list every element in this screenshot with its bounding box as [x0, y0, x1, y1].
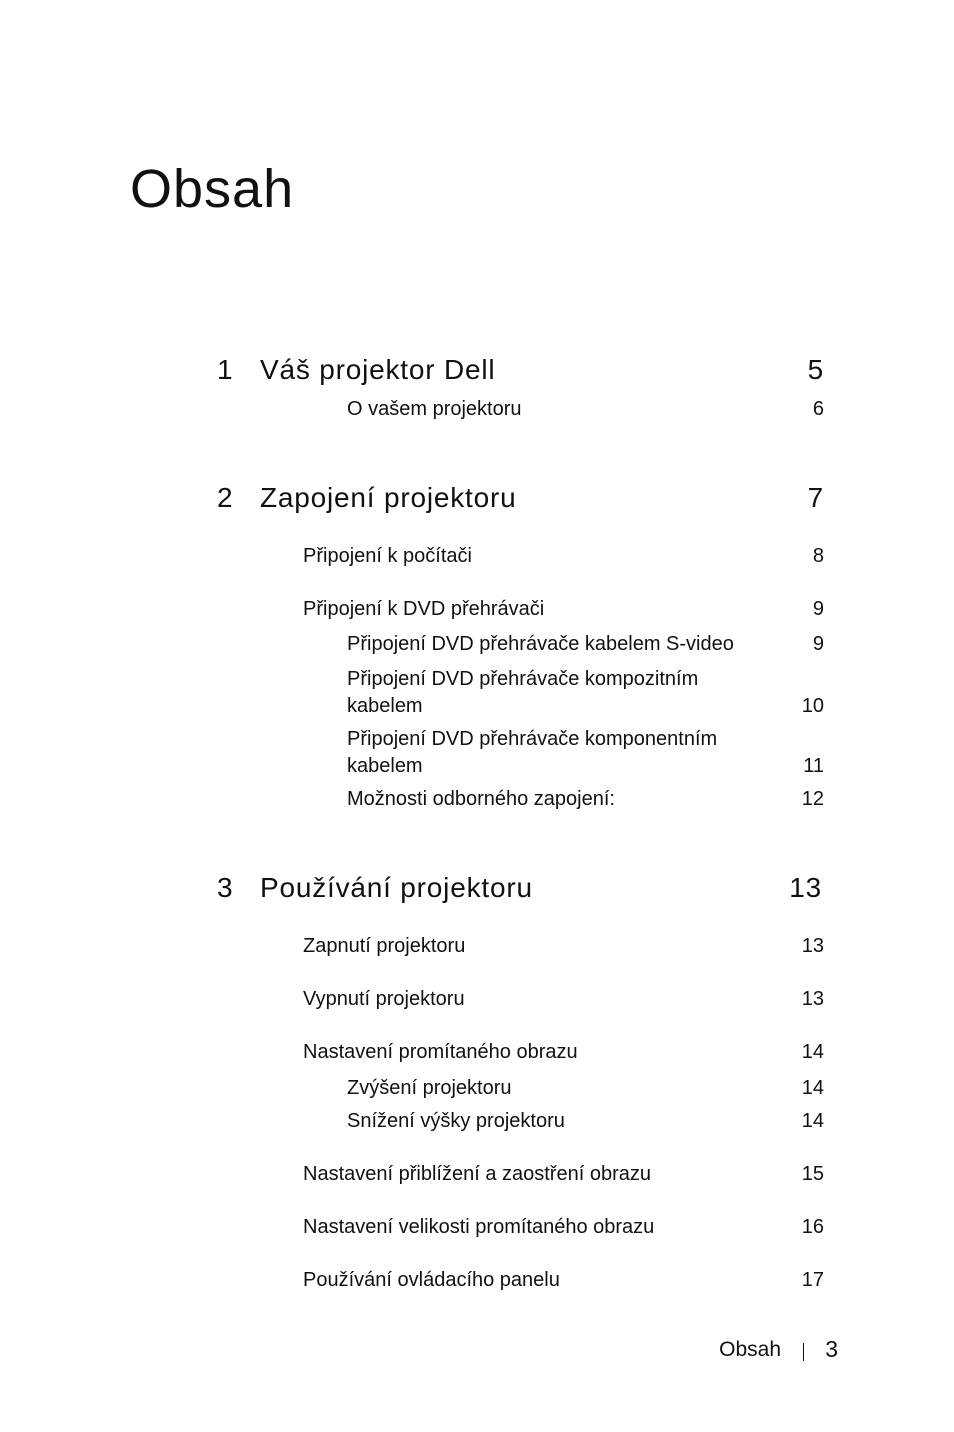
toc-entry[interactable] [303, 1039, 824, 1066]
entry-page: 14 [801, 1041, 824, 1063]
entry-title: Nastavení promítaného obrazu [303, 1041, 578, 1063]
entry-title-line1: Připojení DVD přehrávače komponentním [347, 728, 718, 750]
toc-chapter[interactable] [217, 482, 824, 516]
toc-entry[interactable] [303, 596, 824, 623]
entry-page: 14 [801, 1077, 824, 1099]
entry-title: Připojení k DVD přehrávači [303, 598, 545, 620]
entry-page: 14 [801, 1110, 824, 1132]
entry-page: 15 [801, 1163, 824, 1185]
entry-page: 10 [801, 695, 824, 717]
entry-page: 9 [812, 633, 824, 655]
entry-title: Snížení výšky projektoru [347, 1110, 565, 1132]
entry-title: Používání ovládacího panelu [303, 1269, 560, 1291]
toc-entry[interactable] [303, 1161, 824, 1188]
chapter-title: Váš projektor Dell [260, 354, 496, 385]
footer-section-label: Obsah [719, 1338, 781, 1361]
toc-chapter[interactable] [217, 872, 824, 906]
entry-title: Nastavení velikosti promítaného obrazu [303, 1216, 655, 1238]
entry-title: O vašem projektoru [347, 398, 522, 420]
entry-page: 6 [812, 398, 824, 420]
toc-chapter[interactable] [217, 354, 824, 388]
chapter-title: Používání projektoru [260, 872, 533, 903]
chapter-number: 3 [217, 872, 234, 903]
entry-title-line2: kabelem [347, 695, 423, 717]
entry-page: 13 [801, 935, 824, 957]
chapter-number: 2 [217, 482, 234, 513]
entry-page: 8 [812, 545, 824, 567]
entry-page: 16 [801, 1216, 824, 1238]
footer-divider [803, 1343, 804, 1361]
chapter-title: Zapojení projektoru [260, 482, 517, 513]
entry-page: 13 [801, 988, 824, 1010]
footer-page-number: 3 [825, 1336, 838, 1362]
toc-entry[interactable] [347, 666, 824, 720]
toc-entry[interactable] [347, 1108, 824, 1135]
page-title: Obsah [130, 159, 295, 219]
entry-title: Zvýšení projektoru [347, 1077, 512, 1099]
chapter-number: 1 [217, 354, 234, 385]
entry-page: 11 [803, 755, 824, 777]
entry-title [347, 726, 717, 780]
entry-title-line2: kabelem [347, 755, 423, 777]
toc-entry[interactable] [347, 1075, 824, 1102]
chapter-page: 5 [807, 354, 824, 385]
entry-title: Připojení k počítači [303, 545, 472, 567]
toc-entry[interactable] [347, 631, 824, 658]
toc-entry[interactable] [303, 1267, 824, 1294]
entry-title: Vypnutí projektoru [303, 988, 465, 1010]
entry-title [347, 666, 698, 720]
entry-title-line1: Připojení DVD přehrávače kompozitním [347, 668, 699, 690]
entry-page: 17 [801, 1269, 824, 1291]
chapter-page: 7 [807, 482, 824, 513]
toc-entry[interactable] [303, 986, 824, 1013]
toc-entry[interactable] [347, 786, 824, 813]
chapter-page: 13 [789, 872, 822, 903]
entry-title: Připojení DVD přehrávače kabelem S-video [347, 633, 734, 655]
toc-entry[interactable] [303, 543, 824, 570]
toc-entry[interactable] [303, 933, 824, 960]
entry-page: 9 [812, 598, 824, 620]
entry-title: Možnosti odborného zapojení: [347, 788, 615, 810]
entry-page: 12 [801, 788, 824, 810]
toc-entry[interactable] [303, 1214, 824, 1241]
entry-title: Zapnutí projektoru [303, 935, 466, 957]
toc-entry[interactable] [347, 396, 824, 423]
toc-entry[interactable] [347, 726, 824, 780]
entry-title: Nastavení přiblížení a zaostření obrazu [303, 1163, 651, 1185]
